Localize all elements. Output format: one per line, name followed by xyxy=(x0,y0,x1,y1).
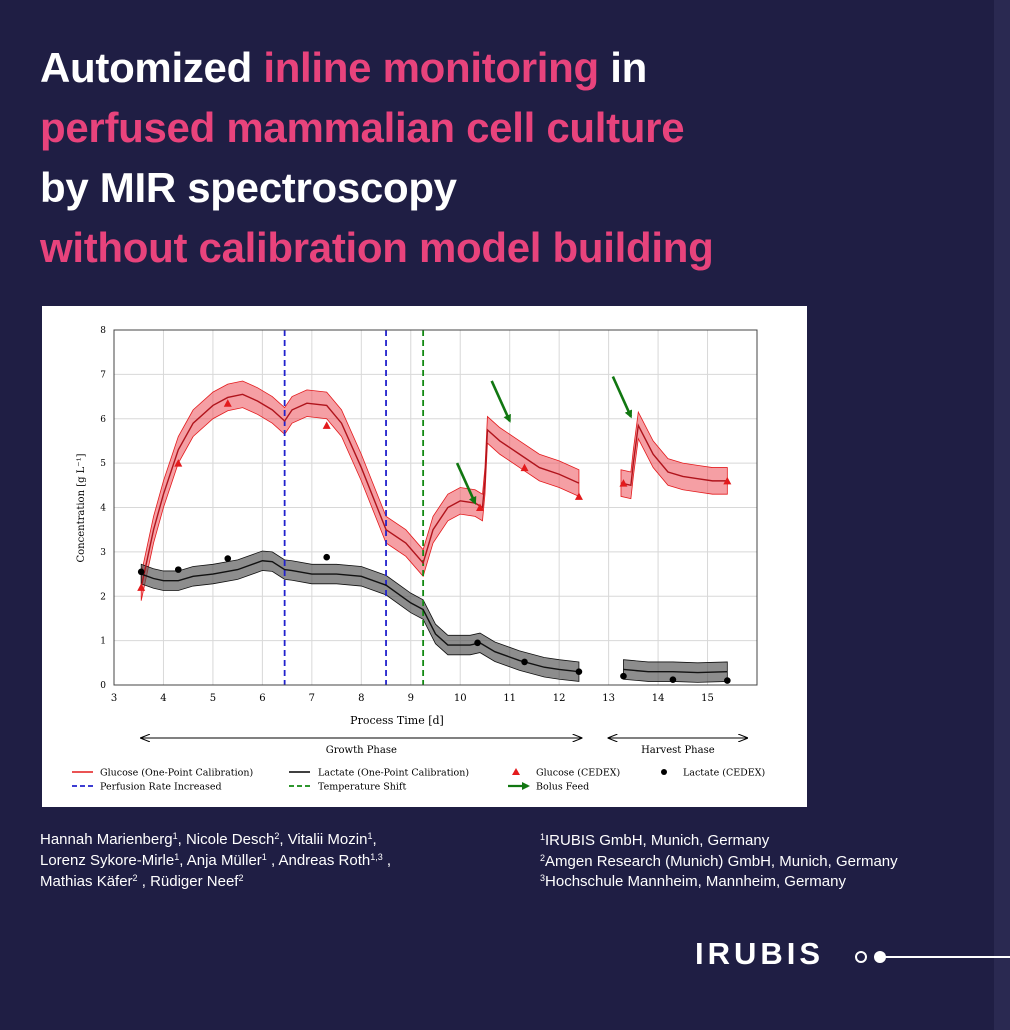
x-tick-label: 11 xyxy=(503,693,517,704)
affiliation-item xyxy=(540,852,980,873)
author-name: Andreas Roth xyxy=(278,852,371,869)
author-name: Rüdiger Neef xyxy=(150,873,239,890)
author-affiliation-number: 1 xyxy=(174,852,180,862)
legend-label: Bolus Feed xyxy=(536,781,590,793)
right-edge-strip xyxy=(994,0,1010,1030)
x-tick-label: 13 xyxy=(602,693,615,704)
x-tick-label: 5 xyxy=(209,693,217,704)
legend-lactate-cedex-swatch xyxy=(661,769,667,775)
x-tick-label: 9 xyxy=(407,693,414,704)
title-line-4: without calibration model building xyxy=(40,224,714,271)
y-tick-label: 5 xyxy=(100,459,106,470)
lactate-cedex-point xyxy=(323,554,330,561)
lactate-cedex-point xyxy=(576,668,583,675)
chart-card xyxy=(42,306,807,807)
title-highlight: inline monitoring xyxy=(263,44,599,91)
affiliation-number: 3 xyxy=(540,873,546,883)
ring-dot xyxy=(855,951,867,963)
x-tick-label: 6 xyxy=(259,693,266,704)
author-affiliation-number: 2 xyxy=(238,873,244,883)
y-tick-label: 0 xyxy=(100,681,106,691)
author-list xyxy=(40,829,510,892)
author-separator: , xyxy=(137,873,151,890)
author-name: Vitalii Mozin xyxy=(287,831,368,848)
legend-label: Lactate (One-Point Calibration) xyxy=(318,767,470,779)
x-tick-label: 4 xyxy=(160,693,167,704)
title-line-1: Automized inline monitoring in xyxy=(40,44,647,91)
affiliation-item xyxy=(540,872,980,893)
affiliation-text: Amgen Research (Munich) GmbH, Munich, Germany xyxy=(545,852,898,870)
y-tick-label: 1 xyxy=(100,636,106,647)
phase-label: Growth Phase xyxy=(325,745,397,756)
title-line-3: by MIR spectroscopy xyxy=(40,164,457,211)
y-tick-label: 7 xyxy=(100,370,106,381)
y-tick-label: 8 xyxy=(100,326,106,336)
y-tick-label: 6 xyxy=(100,414,106,425)
lactate-cedex-point xyxy=(724,677,731,684)
legend-label: Temperature Shift xyxy=(318,781,407,793)
lactate-cedex-point xyxy=(224,555,231,562)
lactate-cedex-point xyxy=(620,673,627,680)
affiliation-text: Hochschule Mannheim, Mannheim, Germany xyxy=(545,873,846,890)
y-tick-label: 3 xyxy=(100,547,106,558)
x-tick-label: 14 xyxy=(651,693,665,704)
x-tick-label: 12 xyxy=(552,693,566,704)
lactate-cedex-point xyxy=(175,566,182,573)
x-tick-label: 15 xyxy=(701,693,714,704)
brand-line xyxy=(883,956,1010,958)
legend-label: Perfusion Rate Increased xyxy=(100,781,222,793)
author-affiliation-number: 1 xyxy=(367,831,373,841)
legend-label: Lactate (CEDEX) xyxy=(683,767,766,779)
lactate-cedex-point xyxy=(521,659,528,666)
y-tick-label: 2 xyxy=(100,592,106,603)
concentration-chart xyxy=(42,306,807,807)
author-affiliation-number: 1 xyxy=(261,852,267,862)
author-separator: , xyxy=(382,852,392,869)
y-axis-label: Concentration [g L⁻¹] xyxy=(76,453,87,563)
lactate-cedex-point xyxy=(474,640,481,647)
author-separator: , xyxy=(279,831,288,848)
brand-dots-icon xyxy=(855,947,1010,967)
lactate-cedex-point xyxy=(138,569,145,576)
x-tick-label: 8 xyxy=(358,693,365,704)
affiliation-text: IRUBIS GmbH, Munich, Germany xyxy=(545,832,770,849)
legend-label: Glucose (One-Point Calibration) xyxy=(100,767,254,779)
author-separator: , xyxy=(179,852,187,869)
author-affiliation-number: 1,3 xyxy=(370,852,383,862)
author-affiliation-number: 2 xyxy=(274,831,280,841)
affiliation-number: 2 xyxy=(540,852,546,863)
phase-label: Harvest Phase xyxy=(641,745,715,756)
author-affiliation-number: 2 xyxy=(132,873,138,883)
author-separator: , xyxy=(372,831,377,848)
legend-glucose-cedex-swatch xyxy=(512,768,520,775)
affiliation-number: 1 xyxy=(540,832,546,842)
title-line-2: perfused mammalian cell culture xyxy=(40,104,685,151)
author-affiliation-number: 1 xyxy=(172,831,178,841)
author-name: Hannah Marienberg xyxy=(40,831,173,848)
author-separator: , xyxy=(177,831,186,848)
author-name: Anja Müller xyxy=(186,852,262,869)
author-name: Mathias Käfer xyxy=(40,873,133,890)
x-tick-label: 3 xyxy=(110,693,118,704)
y-tick-label: 4 xyxy=(100,503,106,514)
page-title xyxy=(40,38,970,278)
x-axis-label: Process Time [d] xyxy=(350,714,444,727)
lactate-cedex-point xyxy=(670,676,677,683)
author-separator: , xyxy=(266,852,279,869)
author-name: Lorenz Sykore-Mirle xyxy=(40,852,175,869)
legend-label: Glucose (CEDEX) xyxy=(536,767,621,779)
affiliation-list xyxy=(540,831,980,893)
author-name: Nicole Desch xyxy=(185,831,275,848)
x-tick-label: 10 xyxy=(453,693,467,704)
x-tick-label: 7 xyxy=(308,693,316,704)
affiliation-item xyxy=(540,831,980,852)
brand-logo: IRUBIS xyxy=(695,936,825,971)
